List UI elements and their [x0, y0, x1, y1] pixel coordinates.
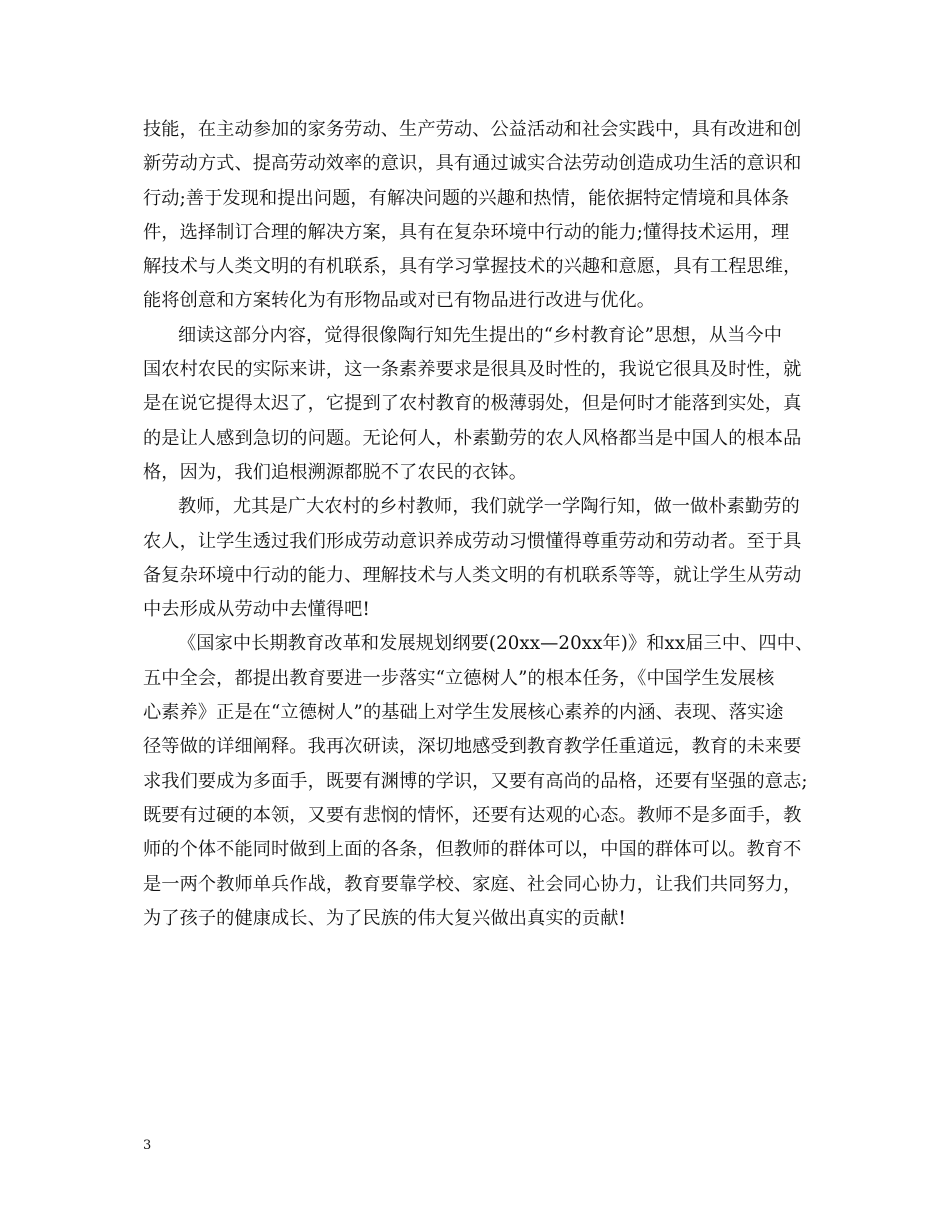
- text-line: 格，因为，我们追根溯源都脱不了农民的衣钵。: [143, 461, 528, 483]
- text-line: 径等做的详细阐释。我再次研读，深切地感受到教育教学任重道远，教育的未来要: [143, 736, 802, 758]
- text-line: 师的个体不能同时做到上面的各条，但教师的群体可以，中国的群体可以。教育不: [143, 839, 802, 861]
- text-line: 解技术与人类文明的有机联系，具有学习掌握技术的兴趣和意愿，具有工程思维，: [143, 256, 802, 278]
- text-line: 是一两个教师单兵作战，教育要靠学校、家庭、社会同心协力，让我们共同努力，: [143, 873, 802, 895]
- text-line: 是在说它提得太迟了，它提到了农村教育的极薄弱处，但是何时才能落到实处，真: [143, 393, 802, 415]
- text-line: 新劳动方式、提高劳动效率的意识，具有通过诚实合法劳动创造成功生活的意识和: [143, 153, 802, 175]
- text-line: 既要有过硬的本领，又要有悲悯的情怀，还要有达观的心态。教师不是多面手，教: [143, 804, 802, 826]
- text-line: 《国家中长期教育改革和发展规划纲要(20xx—20xx年)》和xx届三中、四中、: [178, 633, 814, 655]
- text-line: 心素养》正是在“立德树人”的基础上对学生发展核心素养的内涵、表现、落实途: [143, 702, 784, 724]
- text-line: 中去形成从劳动中去懂得吧!: [143, 599, 370, 621]
- text-line: 教师，尤其是广大农村的乡村教师，我们就学一学陶行知，做一做朴素勤劳的: [178, 496, 800, 518]
- text-line: 五中全会，都提出教育要进一步落实“立德树人”的根本任务，《中国学生发展核: [143, 667, 775, 689]
- text-line: 细读这部分内容，觉得很像陶行知先生提出的“乡村教育论”思想，从当今中: [178, 324, 782, 346]
- text-line: 国农村农民的实际来讲，这一条素养要求是很具及时性的，我说它很具及时性，就: [143, 359, 802, 381]
- page-number: 3: [143, 1138, 152, 1153]
- text-line: 件，选择制订合理的解决方案，具有在复杂环境中行动的能力;懂得技术运用，理: [143, 221, 790, 243]
- text-line: 的是让人感到急切的问题。无论何人，朴素勤劳的农人风格都当是中国人的根本品: [143, 427, 802, 449]
- text-line: 农人，让学生透过我们形成劳动意识养成劳动习惯懂得尊重劳动和劳动者。至于具: [143, 530, 802, 552]
- text-line: 求我们要成为多面手，既要有渊博的学识，又要有高尚的品格，还要有坚强的意志;: [143, 770, 808, 792]
- text-line: 技能，在主动参加的家务劳动、生产劳动、公益活动和社会实践中，具有改进和创: [143, 119, 802, 140]
- text-line: 能将创意和方案转化为有形物品或对已有物品进行改进与优化。: [143, 290, 656, 312]
- text-line: 备复杂环境中行动的能力、理解技术与人类文明的有机联系等等，就让学生从劳动: [143, 564, 802, 586]
- body-text: [143, 113, 815, 936]
- text-line: 行动;善于发现和提出问题，有解决问题的兴趣和热情，能依据特定情境和具体条: [143, 187, 790, 209]
- text-line: 为了孩子的健康成长、为了民族的伟大复兴做出真实的贡献!: [143, 907, 626, 929]
